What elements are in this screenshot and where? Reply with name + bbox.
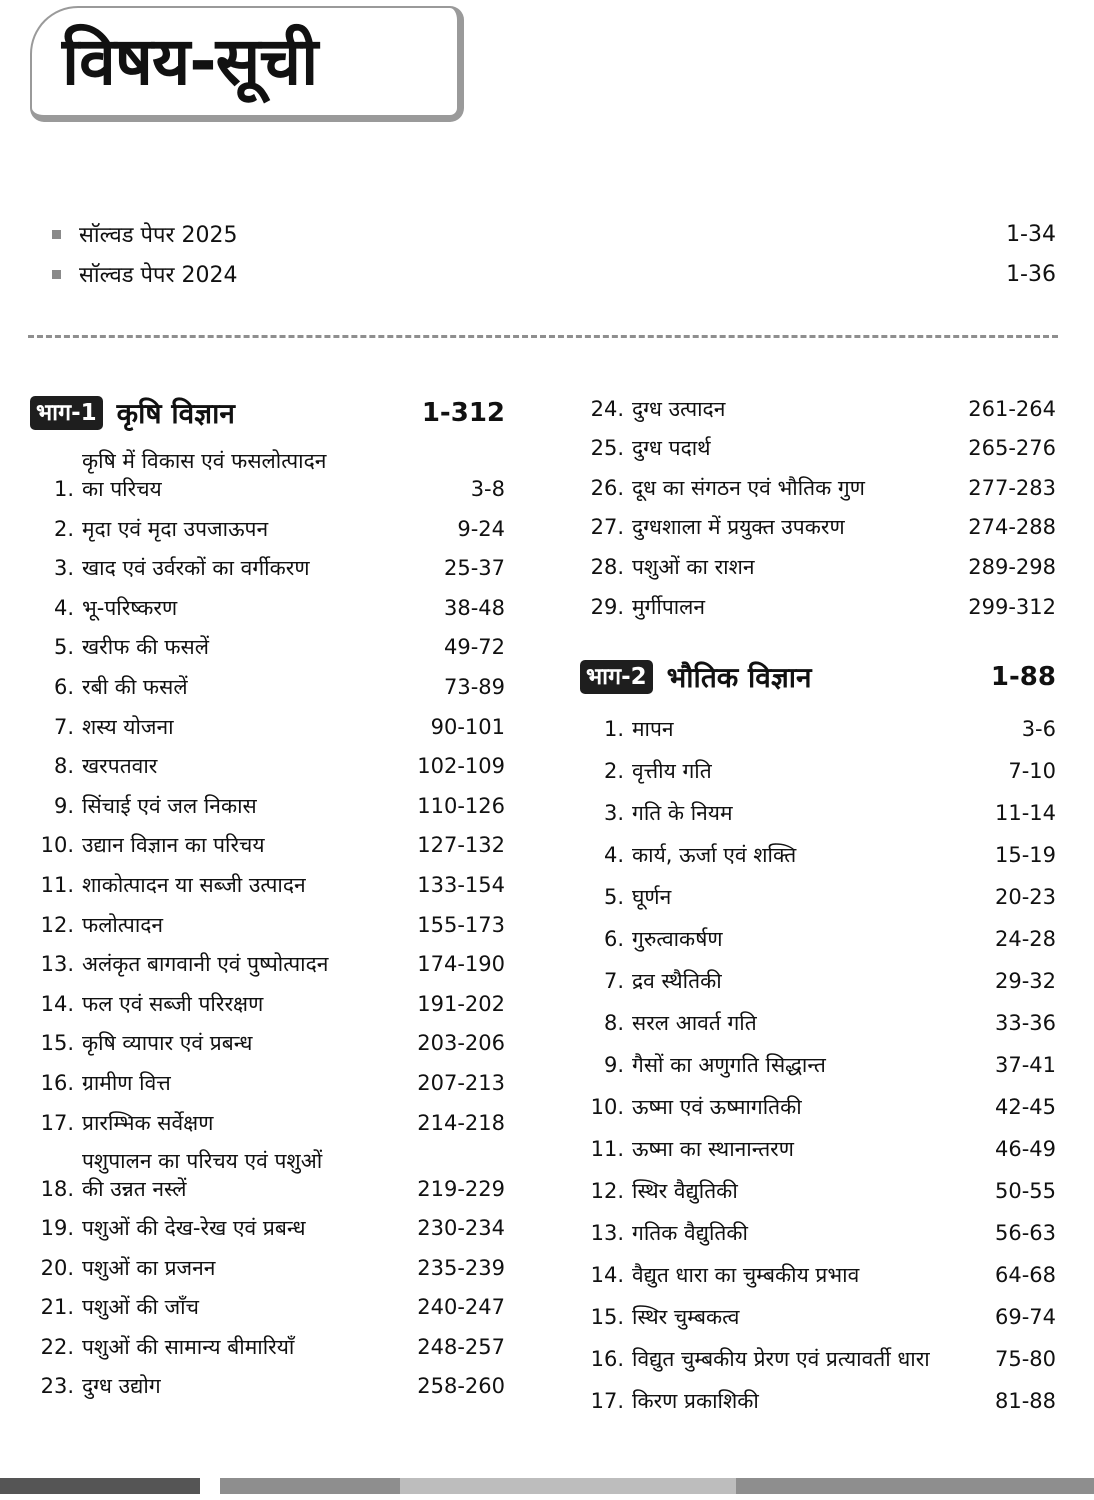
toc-entry (580, 1378, 1056, 1420)
entry-number: 14. (40, 991, 74, 1016)
part2-heading (580, 654, 1056, 700)
entry-pages: 174-190 (417, 952, 505, 977)
entry-number: 4. (603, 842, 624, 867)
entry-title-line: सरल आवर्त गति (632, 1010, 757, 1035)
solved-papers-list (52, 214, 1056, 294)
entry-title-line: गति के नियम (632, 800, 733, 825)
toc-entry (30, 746, 505, 786)
entry-title-line: मुर्गीपालन (632, 594, 706, 619)
entry-title (82, 594, 393, 622)
entry-title-line: द्रव स्थैतिकी (632, 968, 722, 993)
left-column (30, 390, 505, 1405)
entry-number: 9. (603, 1052, 624, 1077)
entry-pages: 20-23 (994, 884, 1056, 909)
entry-number: 16. (590, 1346, 624, 1371)
entry-title (82, 1372, 393, 1400)
entry-title-line: खाद एवं उर्वरकों का वर्गीकरण (82, 556, 310, 581)
entry-title-line: स्थिर चुम्बकत्व (632, 1304, 740, 1329)
toc-entry (580, 706, 1056, 748)
entry-pages: 81-88 (994, 1388, 1056, 1413)
entry-title (82, 713, 393, 741)
entry-number: 27. (590, 515, 624, 540)
entry-pages: 127-132 (417, 833, 505, 858)
toc-entry (30, 442, 505, 508)
entry-number: 13. (40, 952, 74, 977)
entry-title (632, 1261, 944, 1289)
toc-entry (30, 904, 505, 944)
entry-title (632, 1009, 944, 1037)
toc-entry (30, 1208, 505, 1248)
bar-segment-dark (0, 1478, 200, 1494)
entry-title (632, 757, 944, 785)
entry-title-line: रबी की फसलें (82, 674, 188, 699)
entry-title (82, 990, 393, 1018)
toc-entry (580, 832, 1056, 874)
toc-entry (30, 1023, 505, 1063)
entry-number: 18. (40, 1176, 74, 1201)
part2-range: 1-88 (990, 661, 1056, 692)
list-item (52, 214, 1056, 254)
entry-number: 24. (590, 396, 624, 421)
entry-pages: 214-218 (417, 1110, 505, 1135)
entry-pages: 7-10 (1008, 758, 1056, 783)
toc-entry (30, 1062, 505, 1102)
entry-number: 25. (590, 436, 624, 461)
entry-title-line: घूर्णन (632, 884, 672, 909)
entry-title-line: शस्य योजना (82, 714, 174, 739)
entry-pages: 110-126 (417, 793, 505, 818)
item-pages: 1-36 (1006, 261, 1056, 287)
entry-number: 12. (40, 912, 74, 937)
entry-title (632, 883, 944, 911)
entry-number: 17. (40, 1110, 74, 1135)
toc-entry (30, 1287, 505, 1327)
entry-title (632, 1177, 944, 1205)
entry-title (82, 515, 393, 543)
entry-number: 5. (53, 635, 74, 660)
entry-pages: 64-68 (994, 1262, 1056, 1287)
entry-title-line: का परिचय (82, 477, 162, 501)
part1-title: कृषि विज्ञान (116, 397, 235, 430)
entry-number: 11. (590, 1136, 624, 1161)
entry-number: 2. (603, 758, 624, 783)
dashed-divider (28, 335, 1058, 338)
entry-number: 9. (53, 793, 74, 818)
entry-title (82, 447, 393, 503)
entry-title-line: खरीफ की फसलें (82, 635, 209, 660)
toc-entry (30, 1366, 505, 1406)
entry-number: 1. (603, 716, 624, 741)
item-pages: 1-34 (1006, 221, 1056, 247)
part1-list-continued (580, 388, 1056, 626)
entry-pages: 37-41 (994, 1052, 1056, 1077)
entry-number: 15. (40, 1031, 74, 1056)
entry-title-line: सिंचाई एवं जल निकास (82, 793, 257, 818)
entry-title-line: कार्य, ऊर्जा एवं शक्ति (632, 842, 797, 867)
entry-number: 6. (53, 674, 74, 699)
entry-pages: 69-74 (994, 1304, 1056, 1329)
entry-title (632, 1093, 944, 1121)
part2-badge: भाग-2 (580, 660, 653, 694)
entry-title (632, 395, 944, 423)
entry-pages: 133-154 (417, 872, 505, 897)
entry-title (632, 967, 944, 995)
part2-list (580, 706, 1056, 1420)
entry-title-line: पशुपालन का परिचय एवं पशुओं (82, 1148, 323, 1173)
entry-title (632, 1303, 944, 1331)
entry-title-line: गुरुत्वाकर्षण (632, 926, 723, 951)
entry-number: 20. (40, 1255, 74, 1280)
part1-list (30, 442, 505, 1405)
entry-pages: 219-229 (417, 1176, 505, 1201)
entry-number: 12. (590, 1178, 624, 1203)
entry-title-line: भू-परिष्करण (82, 595, 178, 620)
bar-segment-mid (736, 1478, 1094, 1494)
entry-pages: 289-298 (968, 554, 1056, 579)
entry-pages: 248-257 (417, 1334, 505, 1359)
entry-pages: 90-101 (430, 714, 505, 739)
toc-entry (30, 548, 505, 588)
entry-title (632, 841, 944, 869)
entry-pages: 73-89 (443, 674, 505, 699)
toc-entry (580, 1042, 1056, 1084)
toc-entry (580, 1210, 1056, 1252)
entry-title-line: प्रारम्भिक सर्वेक्षण (82, 1110, 214, 1135)
entry-title (632, 1051, 944, 1079)
toc-entry (580, 428, 1056, 468)
entry-title-line: ऊष्मा का स्थानान्तरण (632, 1136, 794, 1161)
entry-title (82, 752, 393, 780)
entry-pages: 11-14 (994, 800, 1056, 825)
item-label: सॉल्वड पेपर 2025 (79, 223, 238, 248)
toc-entry (30, 508, 505, 548)
entry-pages: 38-48 (443, 595, 505, 620)
entry-pages: 265-276 (968, 436, 1056, 461)
entry-number: 8. (53, 754, 74, 779)
bar-segment-mid (220, 1478, 400, 1494)
entry-title (82, 1029, 393, 1057)
entry-pages: 29-32 (994, 968, 1056, 993)
entry-number: 7. (603, 968, 624, 993)
entry-title (632, 799, 944, 827)
entry-number: 19. (40, 1216, 74, 1241)
item-label: सॉल्वड पेपर 2024 (79, 263, 238, 288)
entry-pages: 24-28 (994, 926, 1056, 951)
entry-title-line: फलोत्पादन (82, 912, 164, 937)
entry-pages: 3-6 (1021, 716, 1056, 741)
entry-title (82, 1214, 393, 1242)
entry-title-line: दुग्ध उद्योग (82, 1374, 161, 1399)
entry-title (82, 911, 393, 939)
toc-entry (30, 864, 505, 904)
entry-number: 3. (53, 556, 74, 581)
toc-entry (580, 1168, 1056, 1210)
entry-title-line: वैद्युत धारा का चुम्बकीय प्रभाव (632, 1262, 860, 1287)
entry-title (82, 831, 393, 859)
entry-title (632, 593, 944, 621)
toc-entry (30, 825, 505, 865)
entry-title-line: पशुओं का राशन (632, 554, 755, 579)
entry-title-line: पशुओं की सामान्य बीमारियाँ (82, 1334, 295, 1359)
entry-pages: 50-55 (994, 1178, 1056, 1203)
entry-pages: 102-109 (417, 754, 505, 779)
entry-number: 7. (53, 714, 74, 739)
entry-number: 4. (53, 595, 74, 620)
entry-title-line: कृषि व्यापार एवं प्रबन्ध (82, 1031, 253, 1056)
entry-title (82, 1069, 393, 1097)
entry-pages: 274-288 (968, 515, 1056, 540)
part2-title: भौतिक विज्ञान (666, 660, 812, 694)
entry-pages: 240-247 (417, 1295, 505, 1320)
entry-number: 13. (590, 1220, 624, 1245)
toc-entry (580, 467, 1056, 507)
entry-title (82, 792, 393, 820)
entry-title-line: गैसों का अणुगति सिद्धान्त (632, 1052, 826, 1077)
part1-badge: भाग-1 (30, 396, 103, 430)
entry-number: 14. (590, 1262, 624, 1287)
toc-entry (580, 874, 1056, 916)
right-column (580, 388, 1056, 1420)
entry-title (82, 554, 393, 582)
toc-entry (30, 587, 505, 627)
entry-number: 1. (53, 477, 74, 501)
entry-title (82, 1333, 393, 1361)
entry-pages: 75-80 (994, 1346, 1056, 1371)
entry-title (82, 1147, 393, 1203)
toc-entry (580, 1126, 1056, 1168)
entry-pages: 299-312 (968, 594, 1056, 619)
entry-title-line: कृषि में विकास एवं फसलोत्पादन (82, 449, 327, 473)
entry-number: 26. (590, 475, 624, 500)
entry-number: 17. (590, 1388, 624, 1413)
entry-pages: 235-239 (417, 1255, 505, 1280)
toc-entry (580, 1084, 1056, 1126)
entry-pages: 230-234 (417, 1216, 505, 1241)
toc-entry (30, 785, 505, 825)
entry-title (82, 950, 393, 978)
toc-entry (580, 958, 1056, 1000)
entry-pages: 203-206 (417, 1031, 505, 1056)
entry-pages: 207-213 (417, 1070, 505, 1095)
entry-pages: 258-260 (417, 1374, 505, 1399)
entry-title-line: खरपतवार (82, 754, 158, 779)
entry-title (82, 633, 393, 661)
bar-segment-light (400, 1478, 736, 1494)
title-box (30, 6, 464, 122)
entry-number: 23. (40, 1374, 74, 1399)
entry-title-line: दुग्ध पदार्थ (632, 436, 711, 461)
entry-pages: 42-45 (994, 1094, 1056, 1119)
entry-title (632, 925, 944, 953)
entry-title-line: ऊष्मा एवं ऊष्मागतिकी (632, 1094, 802, 1119)
entry-title-line: पशुओं का प्रजनन (82, 1255, 216, 1280)
toc-entry (580, 748, 1056, 790)
entry-pages: 46-49 (994, 1136, 1056, 1161)
entry-number: 11. (40, 872, 74, 897)
toc-entry (30, 983, 505, 1023)
entry-number: 2. (53, 516, 74, 541)
toc-entry (580, 790, 1056, 832)
entry-title (82, 673, 393, 701)
toc-entry (30, 1102, 505, 1142)
entry-pages: 15-19 (994, 842, 1056, 867)
toc-entry (580, 546, 1056, 586)
page-title: विषय-सूची (62, 23, 318, 100)
entry-title-line: पशुओं की देख-रेख एवं प्रबन्ध (82, 1216, 306, 1241)
entry-number: 16. (40, 1070, 74, 1095)
toc-entry (580, 1294, 1056, 1336)
entry-pages: 33-36 (994, 1010, 1056, 1035)
entry-pages: 191-202 (417, 991, 505, 1016)
toc-entry (30, 1142, 505, 1208)
square-bullet-icon (52, 230, 61, 239)
part1-heading (30, 390, 505, 436)
entry-title-line: मापन (632, 716, 674, 741)
bottom-decorative-bar (0, 1478, 1094, 1494)
entry-number: 29. (590, 594, 624, 619)
toc-entry (580, 507, 1056, 547)
entry-title-line: की उन्नत नस्लें (82, 1176, 187, 1201)
entry-number: 10. (40, 833, 74, 858)
toc-entry (580, 1336, 1056, 1378)
square-bullet-icon (52, 270, 61, 279)
entry-pages: 261-264 (968, 396, 1056, 421)
entry-title-line: पशुओं की जाँच (82, 1295, 199, 1320)
entry-pages: 155-173 (417, 912, 505, 937)
toc-entry (30, 1326, 505, 1366)
entry-number: 5. (603, 884, 624, 909)
toc-entry (30, 944, 505, 984)
entry-title (632, 1345, 944, 1373)
entry-pages: 49-72 (443, 635, 505, 660)
toc-entry (30, 627, 505, 667)
entry-title (632, 553, 944, 581)
entry-title-line: उद्यान विज्ञान का परिचय (82, 833, 265, 858)
toc-entry (580, 586, 1056, 626)
entry-title (632, 513, 944, 541)
entry-title (632, 715, 944, 743)
entry-title (82, 871, 393, 899)
entry-title-line: दुग्ध उत्पादन (632, 396, 726, 421)
list-item (52, 254, 1056, 294)
toc-entry (580, 1252, 1056, 1294)
entry-title-line: वृत्तीय गति (632, 758, 712, 783)
entry-title (632, 1219, 944, 1247)
entry-number: 21. (40, 1295, 74, 1320)
entry-pages: 277-283 (968, 475, 1056, 500)
entry-number: 6. (603, 926, 624, 951)
entry-number: 8. (603, 1010, 624, 1035)
entry-title-line: दूध का संगठन एवं भौतिक गुण (632, 475, 865, 500)
entry-title-line: मृदा एवं मृदा उपजाऊपन (82, 516, 269, 541)
entry-number: 22. (40, 1334, 74, 1359)
entry-title-line: किरण प्रकाशिकी (632, 1388, 759, 1413)
entry-title-line: स्थिर वैद्युतिकी (632, 1178, 738, 1203)
entry-title (632, 474, 944, 502)
entry-title-line: अलंकृत बागवानी एवं पुष्पोत्पादन (82, 952, 329, 977)
entry-pages: 3-8 (470, 477, 505, 501)
entry-pages: 56-63 (994, 1220, 1056, 1245)
toc-entry (580, 916, 1056, 958)
entry-title (632, 1135, 944, 1163)
entry-title-line: शाकोत्पादन या सब्जी उत्पादन (82, 872, 306, 897)
entry-title-line: फल एवं सब्जी परिरक्षण (82, 991, 264, 1016)
toc-entry (30, 1247, 505, 1287)
entry-number: 28. (590, 554, 624, 579)
entry-number: 15. (590, 1304, 624, 1329)
toc-entry (580, 388, 1056, 428)
entry-number: 3. (603, 800, 624, 825)
entry-title (82, 1254, 393, 1282)
entry-title-line: गतिक वैद्युतिकी (632, 1220, 748, 1245)
entry-title (632, 1387, 944, 1415)
entry-title (82, 1293, 393, 1321)
entry-title-line: दुग्धशाला में प्रयुक्त उपकरण (632, 515, 845, 540)
part1-range: 1-312 (421, 398, 505, 428)
entry-title-line: विद्युत चुम्बकीय प्रेरण एवं प्रत्यावर्ती धारा (632, 1346, 930, 1371)
entry-pages: 9-24 (457, 516, 505, 541)
entry-title (82, 1109, 393, 1137)
entry-pages: 25-37 (443, 556, 505, 581)
toc-entry (30, 706, 505, 746)
toc-entry (580, 1000, 1056, 1042)
entry-title (632, 434, 944, 462)
entry-title-line: ग्रामीण वित्त (82, 1070, 171, 1095)
toc-entry (30, 666, 505, 706)
entry-number: 10. (590, 1094, 624, 1119)
